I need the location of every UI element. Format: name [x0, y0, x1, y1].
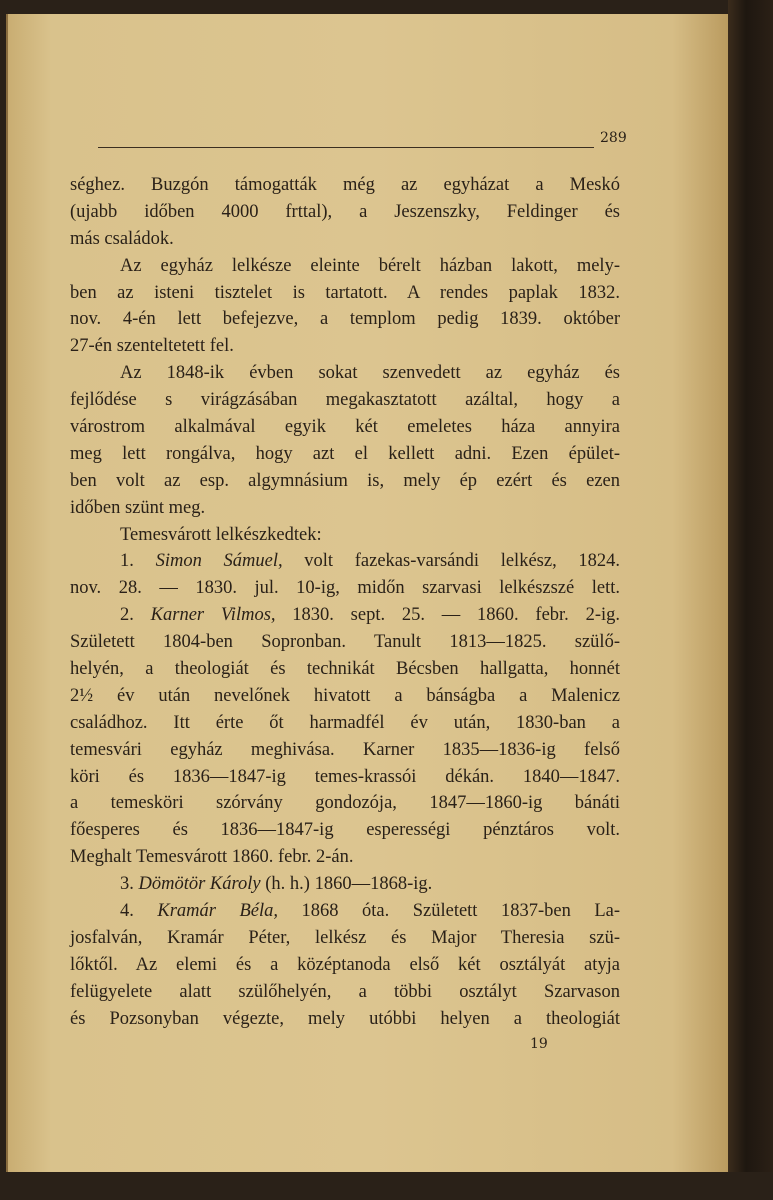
text-segment: volt fazekas-varsándi lelkész, 1824.	[282, 551, 621, 572]
text-line	[70, 468, 620, 495]
text-segment: 27-én szenteltetett fel.	[70, 336, 234, 357]
text-line-content	[70, 979, 620, 1006]
text-line-content	[120, 602, 620, 629]
text-segment: várostrom alkalmával egyik két emeletes háza annyira	[70, 417, 620, 438]
text-line	[70, 495, 620, 522]
text-line-content	[70, 629, 620, 656]
text-line	[70, 360, 620, 387]
text-line	[70, 952, 620, 979]
text-segment: séghez. Buzgón támogatták még az egyházat a Meskó	[70, 175, 620, 195]
text-line-content	[70, 172, 620, 199]
text-line	[70, 199, 620, 226]
text-line-content	[120, 871, 620, 898]
text-segment: josfalván, Kramár Péter, lelkész és Major Theresia szü-	[70, 927, 620, 948]
text-segment: Született 1804-ben Sopronban. Tanult 1813—1825. szülő-	[70, 632, 620, 653]
text-segment: más családok.	[70, 228, 174, 249]
text-line	[70, 441, 620, 468]
text-segment: ben az isteni tisztelet is tartatott. A rendes paplak 1832.	[70, 282, 620, 303]
text-segment: (ujabb időben 4000 frttal), a Jeszenszky, Feldinger és	[70, 201, 620, 222]
text-line	[70, 280, 620, 307]
text-line	[70, 737, 620, 764]
text-line	[70, 764, 620, 791]
text-segment: 2.	[120, 605, 151, 626]
text-line	[70, 226, 620, 253]
text-line	[70, 575, 620, 602]
text-line	[70, 790, 620, 817]
body-text	[70, 172, 620, 1033]
text-segment: Meghalt Temesvárott 1860. febr. 2-án.	[70, 847, 354, 868]
text-line	[70, 522, 620, 549]
text-line-content	[70, 387, 620, 414]
text-line-content	[70, 468, 620, 495]
text-line	[70, 387, 620, 414]
text-line-content	[70, 790, 620, 817]
text-line-content	[70, 226, 620, 253]
text-segment: temesvári egyház meghivása. Karner 1835—1836-ig felső	[70, 739, 620, 760]
text-line-content	[70, 710, 620, 737]
text-line	[70, 1006, 620, 1033]
text-segment: családhoz. Itt érte őt harmadfél év után, 1830-ban a	[70, 712, 620, 733]
text-line	[70, 898, 620, 925]
text-line-content	[70, 575, 620, 602]
text-line	[70, 979, 620, 1006]
text-line-content	[70, 333, 620, 360]
text-line	[70, 306, 620, 333]
text-segment: Temesvárott lelkészkedtek:	[120, 524, 322, 545]
text-line	[70, 602, 620, 629]
text-segment: ben volt az esp. algymnásium is, mely ép ezért és ezen	[70, 470, 620, 491]
text-segment: Az egyház lelkésze eleinte bérelt házban lakott, mely-	[120, 255, 620, 276]
signature-mark: 19	[530, 1036, 548, 1052]
text-line-content	[120, 522, 620, 549]
text-line	[70, 817, 620, 844]
text-line	[70, 172, 620, 199]
text-segment: és Pozsonyban végezte, mely utóbbi helyen a theologiát	[70, 1008, 620, 1029]
text-line	[70, 844, 620, 871]
text-line-content	[120, 898, 620, 925]
text-segment: köri és 1836—1847-ig temes-krassói dékán. 1840—1847.	[70, 766, 620, 787]
text-segment: lőktől. Az elemi és a középtanoda első két osztályát atyja	[70, 954, 620, 975]
book-page	[6, 14, 730, 1174]
text-segment: fejlődése s virágzásában megakasztatott azáltal, hogy a	[70, 390, 620, 411]
text-segment: időben szünt meg.	[70, 497, 206, 518]
text-line-content	[70, 656, 620, 683]
text-line-content	[70, 952, 620, 979]
text-segment: nov. 28. — 1830. jul. 10-ig, midőn szarvasi lelkészszé lett.	[70, 578, 620, 599]
text-segment: 2½ év után nevelőnek hivatott a bánságba a Malenicz	[70, 685, 620, 706]
text-segment: 3.	[120, 874, 139, 895]
text-line-content	[70, 441, 620, 468]
pastor-name: Dömötör Károly	[138, 874, 261, 895]
book-binding-edge	[728, 0, 773, 1200]
text-line-content	[120, 548, 620, 575]
text-segment: 1830. sept. 25. — 1860. febr. 2-ig.	[275, 605, 620, 626]
page-number: 289	[600, 130, 627, 146]
scan-bottom-edge	[0, 1172, 773, 1200]
text-line-content	[70, 199, 620, 226]
text-line	[70, 629, 620, 656]
text-line-content	[70, 495, 620, 522]
text-line-content	[70, 844, 620, 871]
text-segment: nov. 4-én lett befejezve, a templom pedig 1839. október	[70, 309, 620, 330]
text-line	[70, 656, 620, 683]
text-segment: a temesköri szórvány gondozója, 1847—1860-ig bánáti	[70, 793, 620, 814]
text-line-content	[70, 414, 620, 441]
text-segment: 1.	[120, 551, 156, 572]
text-segment: (h. h.) 1860—1868-ig.	[260, 874, 433, 895]
text-line-content	[70, 764, 620, 791]
text-line-content	[70, 1006, 620, 1033]
text-segment: helyén, a theologiát és technikát Bécsben hallgatta, honnét	[70, 659, 620, 680]
text-line-content	[120, 360, 620, 387]
text-line-content	[120, 253, 620, 280]
text-segment: főesperes és 1836—1847-ig esperességi pénztáros volt.	[70, 820, 620, 841]
text-line-content	[70, 683, 620, 710]
text-line	[70, 683, 620, 710]
header-rule	[98, 147, 594, 148]
pastor-name: Simon Sámuel,	[155, 551, 283, 572]
text-line-content	[70, 737, 620, 764]
text-line	[70, 548, 620, 575]
pastor-name: Karner Vilmos,	[150, 605, 276, 626]
text-line-content	[70, 817, 620, 844]
text-segment: meg lett rongálva, hogy azt el kellett adni. Ezen épület-	[70, 443, 620, 464]
text-segment: 4.	[120, 901, 158, 922]
text-line-content	[70, 280, 620, 307]
text-line	[70, 333, 620, 360]
text-line-content	[70, 306, 620, 333]
text-line	[70, 710, 620, 737]
text-segment: 1868 óta. Született 1837-ben La-	[278, 901, 620, 922]
text-segment: Az 1848-ik évben sokat szenvedett az egyház és	[120, 363, 620, 384]
text-line-content	[70, 925, 620, 952]
pastor-name: Kramár Béla,	[157, 901, 278, 922]
text-line	[70, 871, 620, 898]
text-segment: felügyelete alatt szülőhelyén, a többi osztályt Szarvason	[70, 981, 620, 1002]
text-line	[70, 414, 620, 441]
text-line	[70, 253, 620, 280]
text-line	[70, 925, 620, 952]
